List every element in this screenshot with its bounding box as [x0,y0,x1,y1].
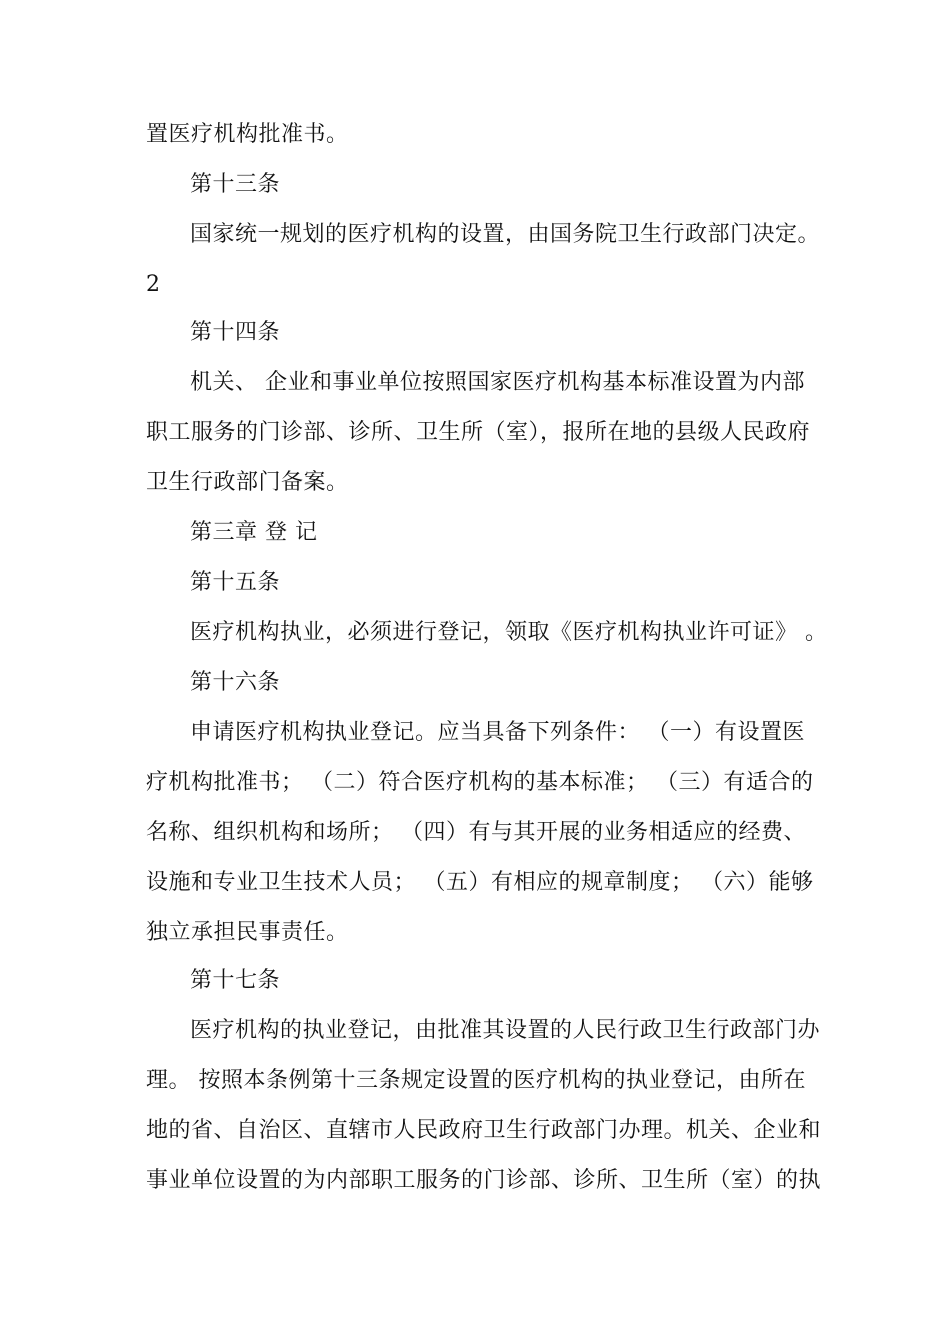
text-line: 职工服务的门诊部、诊所、卫生所（室），报所在地的县级人民政府 [146,420,811,445]
article-heading: 第十三条 [190,172,281,197]
text-line: 医疗机构的执业登记，由批准其设置的人民行政卫生行政部门办 [190,1018,821,1043]
text-line: 事业单位设置的为内部职工服务的门诊部、诊所、卫生所（室）的执 [146,1168,822,1193]
text-line: 疗机构批准书； （二）符合医疗机构的基本标准； （三）有适合的 [146,770,814,795]
text-line: 卫生行政部门备案。 [146,470,349,495]
text-line: 地的省、自治区、直辖市人民政府卫生行政部门办理。机关、企业和 [146,1118,822,1143]
text-line: 置医疗机构批准书。 [146,122,349,147]
chapter-heading: 第三章 登 记 [190,520,318,545]
text-line: 理。 按照本条例第十三条规定设置的医疗机构的执业登记，由所在 [146,1068,806,1093]
text-line: 机关、 企业和事业单位按照国家医疗机构基本标准设置为内部 [190,370,805,395]
text-line: 申请医疗机构执业登记。应当具备下列条件： （一）有设置医 [190,720,805,745]
page-number: 2 [146,272,161,297]
article-heading: 第十六条 [190,670,281,695]
text-line: 名称、组织机构和场所； （四）有与其开展的业务相适应的经费、 [146,820,806,845]
text-line: 设施和专业卫生技术人员； （五）有相应的规章制度； （六）能够 [146,870,814,895]
text-line: 医疗机构执业，必须进行登记，领取《医疗机构执业许可证》 。 [190,620,828,645]
article-heading: 第十五条 [190,570,281,595]
article-heading: 第十四条 [190,320,281,345]
text-line: 国家统一规划的医疗机构的设置，由国务院卫生行政部门决定。 [190,222,821,247]
article-heading: 第十七条 [190,968,281,993]
text-line: 独立承担民事责任。 [146,920,349,945]
